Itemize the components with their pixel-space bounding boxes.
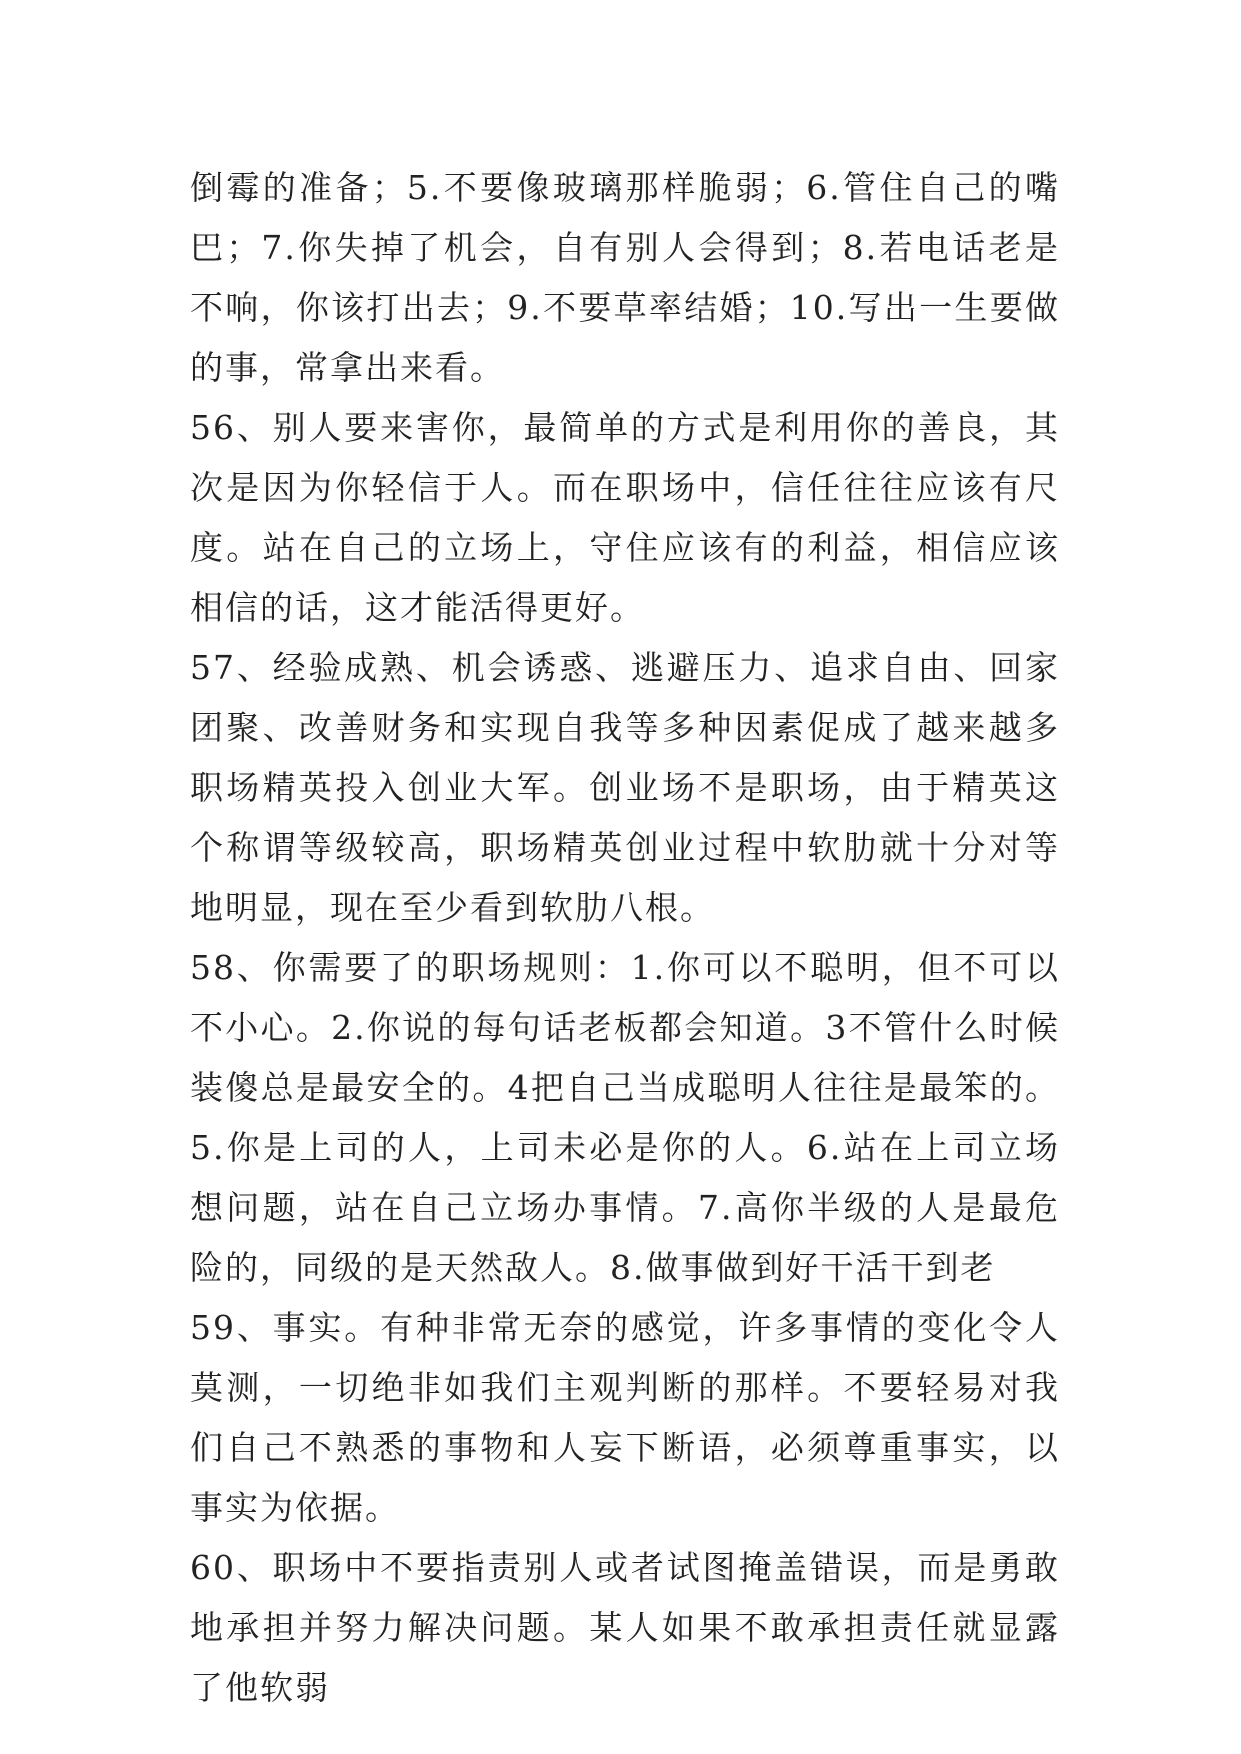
paragraph-57: 57、经验成熟、机会诱惑、逃避压力、追求自由、回家团聚、改善财务和实现自我等多种因素促成了越来越多职场精英投入创业大军。创业场不是职场，由于精英这个称谓等级较高，职场精英创业过程中软肋就十分对等地明显，现在至少看到软肋八根。 <box>190 648 1060 927</box>
document-body <box>190 158 1060 1718</box>
paragraph-58: 58、你需要了的职场规则：1.你可以不聪明，但不可以不小心。2.你说的每句话老板都会知道。3不管什么时候装傻总是最安全的。4把自己当成聪明人往往是最笨的。5.你是上司的人，上司未必是你的人。6.站在上司立场想问题，站在自己立场办事情。7.高你半级的人是最危险的，同级的是天然敌人。8.做事做到好干活干到老 <box>190 948 1060 1287</box>
paragraph-59: 59、事实。有种非常无奈的感觉，许多事情的变化令人莫测，一切绝非如我们主观判断的那样。不要轻易对我们自己不熟悉的事物和人妄下断语，必须尊重事实，以事实为依据。 <box>190 1308 1060 1527</box>
paragraph-56: 56、别人要来害你，最简单的方式是利用你的善良，其次是因为你轻信于人。而在职场中，信任往往应该有尺度。站在自己的立场上，守住应该有的利益，相信应该相信的话，这才能活得更好。 <box>190 408 1060 627</box>
paragraph-60: 60、职场中不要指责别人或者试图掩盖错误，而是勇敢地承担并努力解决问题。某人如果不敢承担责任就显露了他软弱 <box>190 1548 1060 1707</box>
paragraph-continuation: 倒霉的准备；5.不要像玻璃那样脆弱；6.管住自己的嘴巴；7.你失掉了机会，自有别人会得到；8.若电话老是不响，你该打出去；9.不要草率结婚；10.写出一生要做的事，常拿出来看。 <box>190 168 1060 387</box>
